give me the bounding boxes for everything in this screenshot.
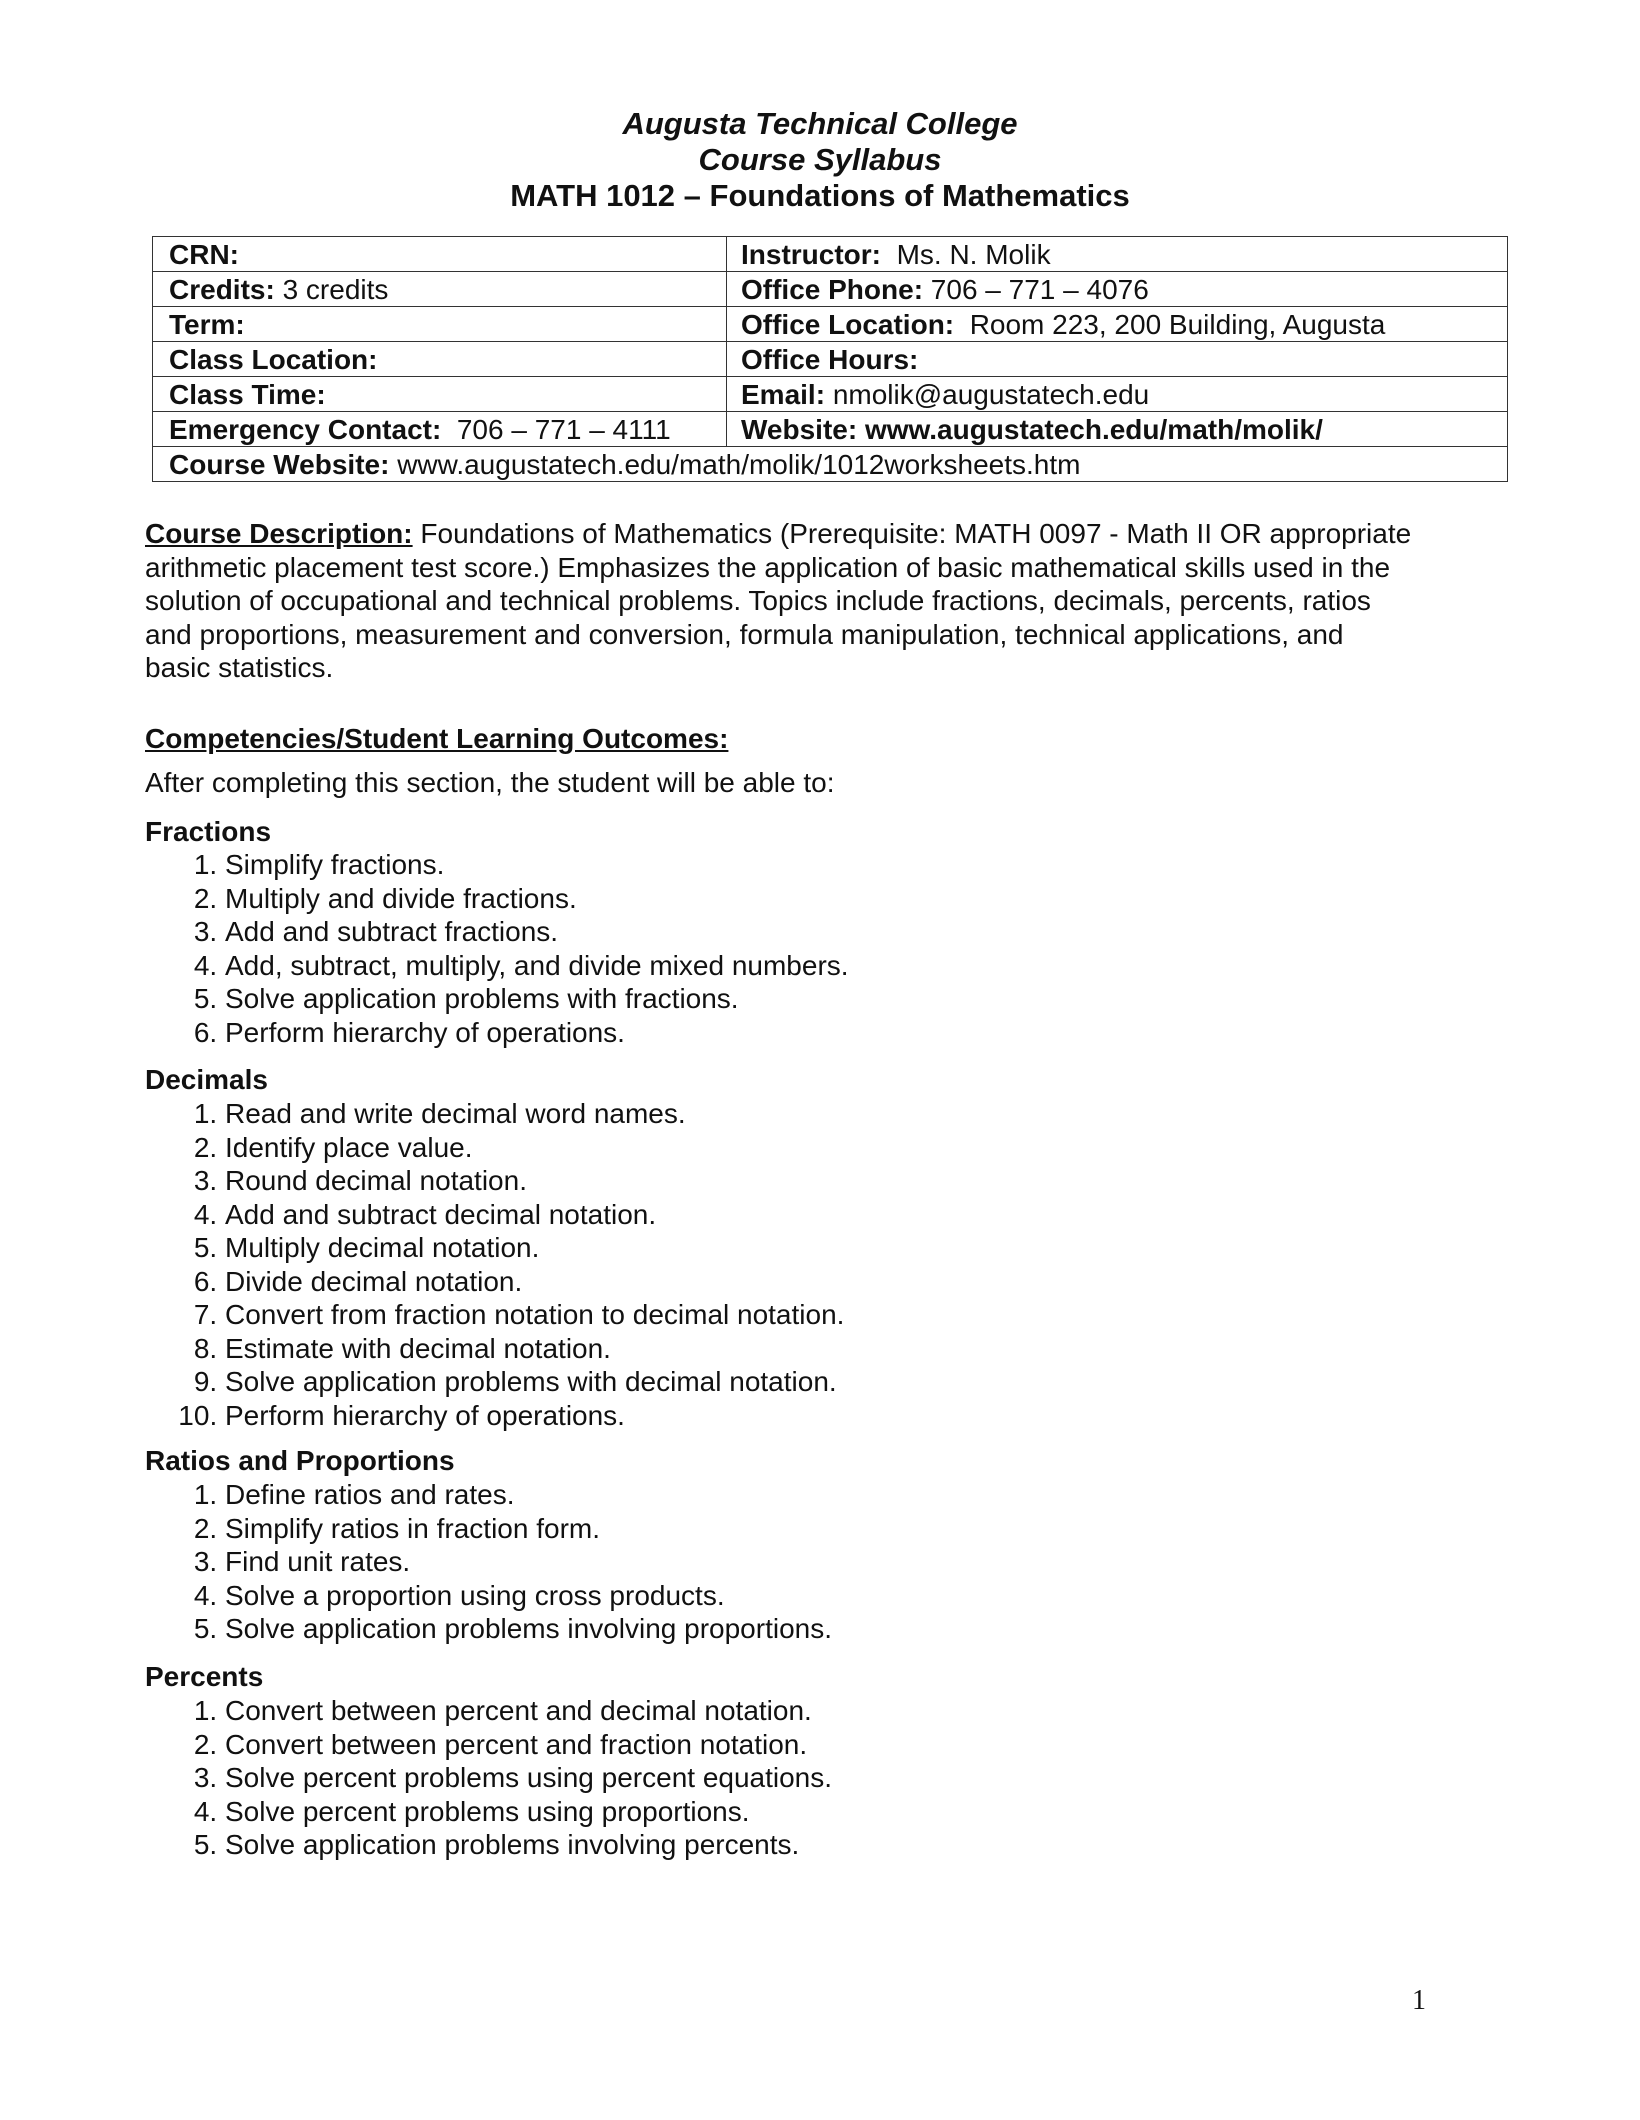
table-row (153, 412, 1508, 447)
course-website-label: Course Website: (169, 448, 390, 480)
list-item: 2. Identify place value. (225, 1131, 844, 1165)
list-item: 5. Multiply decimal notation. (225, 1231, 844, 1265)
page-number: 1 (1412, 1985, 1426, 2016)
decimals-outcomes-list (0, 1097, 844, 1432)
office-phone-cell (727, 272, 1508, 307)
crn-cell (153, 237, 727, 272)
list-item: 2. Convert between percent and fraction notation. (225, 1728, 832, 1762)
website-label: Website: (741, 413, 858, 445)
section-title-fractions: Fractions (145, 816, 272, 847)
email-cell (727, 377, 1508, 412)
email-value[interactable]: nmolik@augustatech.edu (832, 378, 1150, 410)
competencies-intro: After completing this section, the student will be able to: (145, 767, 835, 798)
table-row (153, 307, 1508, 342)
competencies-heading: Competencies/Student Learning Outcomes: (145, 723, 729, 754)
list-item: 7. Convert from fraction notation to decimal notation. (225, 1298, 844, 1332)
term-cell (153, 307, 727, 342)
list-item: 6. Perform hierarchy of operations. (225, 1016, 849, 1050)
section-title-percents: Percents (145, 1661, 264, 1692)
list-item: 1. Convert between percent and decimal notation. (225, 1694, 832, 1728)
table-row (153, 377, 1508, 412)
table-row (153, 237, 1508, 272)
course-title: MATH 1012 – Foundations of Mathematics (510, 178, 1130, 213)
emergency-contact-value: 706 – 771 – 4111 (456, 413, 671, 445)
course-description (145, 517, 1415, 685)
instructor-value: Ms. N. Molik (896, 238, 1051, 270)
course-website-cell (153, 447, 1508, 482)
term-label: Term: (169, 308, 245, 340)
table-row (153, 342, 1508, 377)
course-info-table (152, 236, 1508, 482)
section-title-ratios-and-proportions: Ratios and Proportions (145, 1445, 455, 1476)
list-item: 4. Add and subtract decimal notation. (225, 1198, 844, 1232)
class-location-cell (153, 342, 727, 377)
section-title-decimals: Decimals (145, 1064, 268, 1095)
list-item: 3. Solve percent problems using percent equations. (225, 1761, 832, 1795)
office-location-cell (727, 307, 1508, 342)
email-label: Email: (741, 378, 826, 410)
list-item: 5. Solve application problems involving percents. (225, 1828, 832, 1862)
website-link[interactable]: www.augustatech.edu/math/molik/ (864, 413, 1323, 445)
credits-value: 3 credits (282, 273, 389, 305)
list-item: 3. Round decimal notation. (225, 1164, 844, 1198)
table-row (153, 447, 1508, 482)
list-item: 1. Simplify fractions. (225, 848, 849, 882)
office-phone-label: Office Phone: (741, 273, 924, 305)
document-header (0, 106, 1640, 214)
office-phone-value: 706 – 771 – 4076 (930, 273, 1149, 305)
office-location-label: Office Location: (741, 308, 955, 340)
list-item: 10. Perform hierarchy of operations. (225, 1399, 844, 1433)
list-item: 4. Add, subtract, multiply, and divide mixed numbers. (225, 949, 849, 983)
crn-label: CRN: (169, 238, 239, 270)
class-location-label: Class Location: (169, 343, 378, 375)
course-description-label: Course Description: (145, 518, 413, 549)
list-item: 2. Simplify ratios in fraction form. (225, 1512, 832, 1546)
emergency-contact-cell (153, 412, 727, 447)
ratios-outcomes-list (0, 1478, 832, 1646)
list-item: 5. Solve application problems with fractions. (225, 982, 849, 1016)
college-name: Augusta Technical College (622, 106, 1018, 141)
document-type: Course Syllabus (698, 142, 942, 177)
list-item: 5. Solve application problems involving proportions. (225, 1612, 832, 1646)
course-description-text: Foundations of Mathematics (Prerequisite: MATH 0097 - Math II OR appropriate arithmetic placement test score.) Emphasizes the application of basic mathematical skills used in the solution of occupational and technical problems. Topics include fractions, decimals, percents, ratios and proportions, measurement and conversion, formula manipulation, technical applications, and basic statistics. (145, 518, 1412, 683)
list-item: 8. Estimate with decimal notation. (225, 1332, 844, 1366)
credits-label: Credits: (169, 273, 275, 305)
office-location-value: Room 223, 200 Building, Augusta (969, 308, 1386, 340)
emergency-contact-label: Emergency Contact: (169, 413, 442, 445)
course-website-link[interactable]: www.augustatech.edu/math/molik/1012worksheets.htm (397, 448, 1081, 480)
list-item: 4. Solve a proportion using cross products. (225, 1579, 832, 1613)
class-time-cell (153, 377, 727, 412)
list-item: 6. Divide decimal notation. (225, 1265, 844, 1299)
instructor-cell (727, 237, 1508, 272)
percents-outcomes-list (0, 1694, 832, 1862)
office-hours-cell (727, 342, 1508, 377)
class-time-label: Class Time: (169, 378, 326, 410)
instructor-label: Instructor: (741, 238, 881, 270)
list-item: 9. Solve application problems with decimal notation. (225, 1365, 844, 1399)
credits-cell (153, 272, 727, 307)
list-item: 1. Read and write decimal word names. (225, 1097, 844, 1131)
list-item: 1. Define ratios and rates. (225, 1478, 832, 1512)
office-hours-label: Office Hours: (741, 343, 919, 375)
list-item: 4. Solve percent problems using proportions. (225, 1795, 832, 1829)
table-row (153, 272, 1508, 307)
list-item: 2. Multiply and divide fractions. (225, 882, 849, 916)
list-item: 3. Add and subtract fractions. (225, 915, 849, 949)
website-cell (727, 412, 1508, 447)
list-item: 3. Find unit rates. (225, 1545, 832, 1579)
fractions-outcomes-list (0, 848, 849, 1049)
